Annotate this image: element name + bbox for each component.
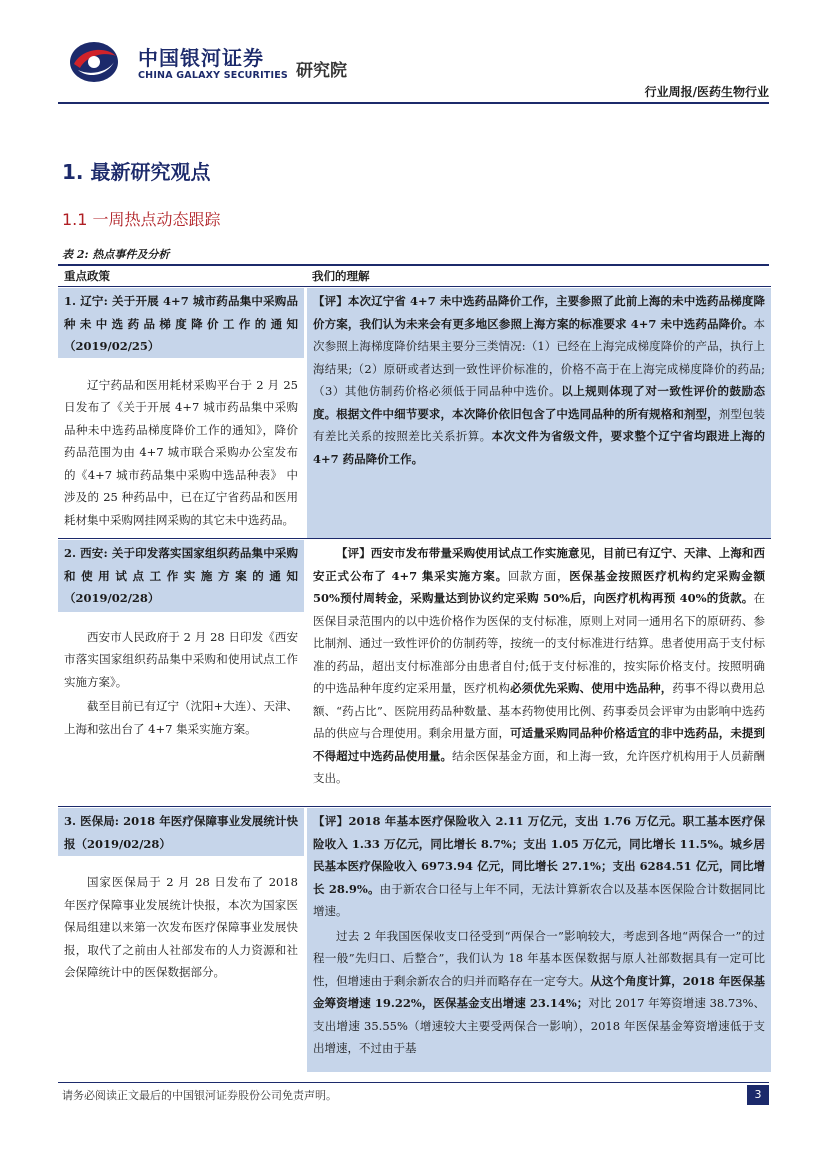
analysis-text: 结余医保基金方面，和上海一致，允许医疗机构用于人员薪酬支出。 <box>313 748 766 785</box>
institute-label: 研究院 <box>296 61 347 81</box>
analysis-emphasis: 本次文件为省级文件，要求整个辽宁省均跟进上海的 4+7 药品降价工作。 <box>313 429 766 466</box>
table-row <box>58 288 771 538</box>
policy-cell <box>58 540 304 806</box>
brand-logo <box>60 30 390 90</box>
analysis-text: 对比 2017 年筹资增速 38.73%、支出增速 35.55%（增速较大主要受两保合一影响），2018 年医保基金筹资增速低于支出增速，不过由于基 <box>313 996 765 1055</box>
analysis-emphasis: 必须优先采购、使用中选品种， <box>510 681 673 695</box>
section-heading: 1. 最新研究观点 <box>62 160 211 184</box>
row-divider <box>58 806 771 807</box>
analysis-text: 由于新农合口径与上年不同，无法计算新农合以及基本医保险合计数据同比增速。 <box>313 881 765 918</box>
galaxy-logo-icon <box>68 40 120 84</box>
table-row <box>58 808 771 1072</box>
policy-body: 国家医保局于 2 月 28 日发布了 2018 年医疗保障事业发展统计快报，本次为国家医保局组建以来第一次发布医疗保障事业发展快报，取代了之前由人社部发布的人力资源和社会保障统计中的医保数据部分。 <box>64 875 298 979</box>
analysis-emphasis: 医保基金按照医疗机构约定采购金额 50%预付周转金，采购量达到协议约定采购 50%后，向医疗机构再预 40%的货款。 <box>313 568 765 605</box>
analysis-text: 在医保目录范围内的以中选价格作为医保的支付标准，原则上对同一通用名下的原研药、参比制剂、通过一致性评价的仿制药等，按统一的支付标准进行结算。患者使用高于支付标准的药品，超出支付标准部分由患者自付;低于支付标准的，按实际价格支付。按照明确的中选品种年度约定采用量，医疗机构 <box>313 591 765 695</box>
analysis-cell <box>307 540 771 806</box>
subsection-heading: 1.1 一周热点动态跟踪 <box>62 210 221 229</box>
page-number: 3 <box>747 1085 769 1105</box>
footer-rule <box>58 1082 769 1083</box>
analysis-comment: 【评】本次辽宁省 4+7 未中选药品降价工作，主要参照了此前上海的未中选药品梯度降价方案，我们认为未来会有更多地区参照上海方案的标准要求 4+7 未中选药品降价。 <box>313 294 765 331</box>
analysis-emphasis: 以上规则体现了对一致性评价的鼓励态度。根据文件中细节要求，本次降价依旧包含了中选同品种的所有规格和剂型， <box>313 384 765 421</box>
disclaimer-text: 请务必阅读正文最后的中国银河证券股份公司免责声明。 <box>62 1089 337 1102</box>
policy-title: 3. 医保局: 2018 年医疗保障事业发展统计快报（2019/02/28） <box>64 814 298 851</box>
policy-cell <box>58 288 304 538</box>
policy-title: 2. 西安: 关于印发落实国家组织药品集中采购和使用试点工作实施方案的通知（2019/02/28） <box>64 546 298 605</box>
analysis-text: 回款方面， <box>507 568 570 583</box>
analysis-comment: 【评】2018 年基本医疗保险收入 2.11 万亿元，支出 1.76 万亿元。职工基本医疗保险收入 1.33 万亿元，同比增长 8.7%；支出 1.05 万亿元，同比增长 11.5%。城乡居民基本医疗保险收入 6973.94 亿元，同比增长 27.1%；支出 6284.51 亿元，同比增长 28.9%。 <box>313 814 765 896</box>
analysis-text: 本次参照上海梯度降价结果主要分三类情况:（1）已经在上海完成梯度降价的产品，执行上海结果;（2）原研或者达到一致性评价标准的，价格不高于在上海完成梯度降价的药品;（3）其他仿制药价格必须低于同品种中选价。 <box>313 316 765 398</box>
analysis-text: 剂型包装有差比关系的按照差比关系折算。 <box>313 406 766 443</box>
analysis-comment: 【评】西安市发布带量采购使用试点工作实施意见，目前已有辽宁、天津、上海和西安正式公布了 4+7 集采实施方案。 <box>313 546 765 583</box>
analysis-text: 药事不得以费用总额、“药占比”、医院用药品种数量、基本药物使用比例、药事委员会评审为由影响中选药品的供应与合理使用。剩余用量方面， <box>313 681 766 740</box>
column-header-analysis: 我们的理解 <box>312 269 370 283</box>
table-header-rule <box>58 286 771 287</box>
policy-body: 辽宁药品和医用耗材采购平台于 2 月 25 日发布了《关于开展 4+7 城市药品集中采购品种未中选药品梯度降价工作的通知》，降价药品范围为由 4+7 城市联合采购办公室发布的《4+7 城市药品集中采购中选品种表》 中涉及的 25 种药品中，已在辽宁省药品和医用耗材集中采购网挂网采购的其它未中选药品。 <box>64 377 298 527</box>
brand-name-cn: 中国银河证券 <box>138 46 264 70</box>
policy-cell <box>58 808 304 1072</box>
brand-name-en: CHINA GALAXY SECURITIES <box>138 70 288 81</box>
analysis-cell <box>307 288 771 538</box>
analysis-text: 过去 2 年我国医保收支口径受到“两保合一”影响较大，考虑到各地“两保合一”的过程一般”先归口、后整合”，我们认为 18 年基本医保数据与原人社部数据具有一定可比性，但增速由于剩余新农合的归并而略存在一定夸大。 <box>313 928 765 988</box>
table-top-rule <box>58 264 769 266</box>
table-row <box>58 540 771 806</box>
policy-body: 截至目前已有辽宁（沈阳+大连）、天津、上海和弦出台了 4+7 集采实施方案。 <box>64 699 298 736</box>
row-divider <box>58 538 771 539</box>
header-divider <box>58 102 769 104</box>
analysis-emphasis: 从这个角度计算，2018 年医保基金筹资增速 19.22%，医保基金支出增速 23.14%； <box>313 973 765 1010</box>
report-category: 行业周报/医药生物行业 <box>644 85 769 99</box>
table-caption: 表 2: 热点事件及分析 <box>62 248 170 261</box>
policy-body: 西安市人民政府于 2 月 28 日印发《西安市落实国家组织药品集中采购和使用试点工作实施方案》。 <box>64 629 298 689</box>
analysis-cell <box>307 808 771 1072</box>
policy-title: 1. 辽宁: 关于开展 4+7 城市药品集中采购品种未中选药品梯度降价工作的通知（2019/02/25） <box>64 294 298 353</box>
analysis-emphasis: 可适量采购同品种价格适宜的非中选药品，未提到不得超过中选药品使用量。 <box>313 726 766 763</box>
column-header-policy: 重点政策 <box>64 269 110 283</box>
